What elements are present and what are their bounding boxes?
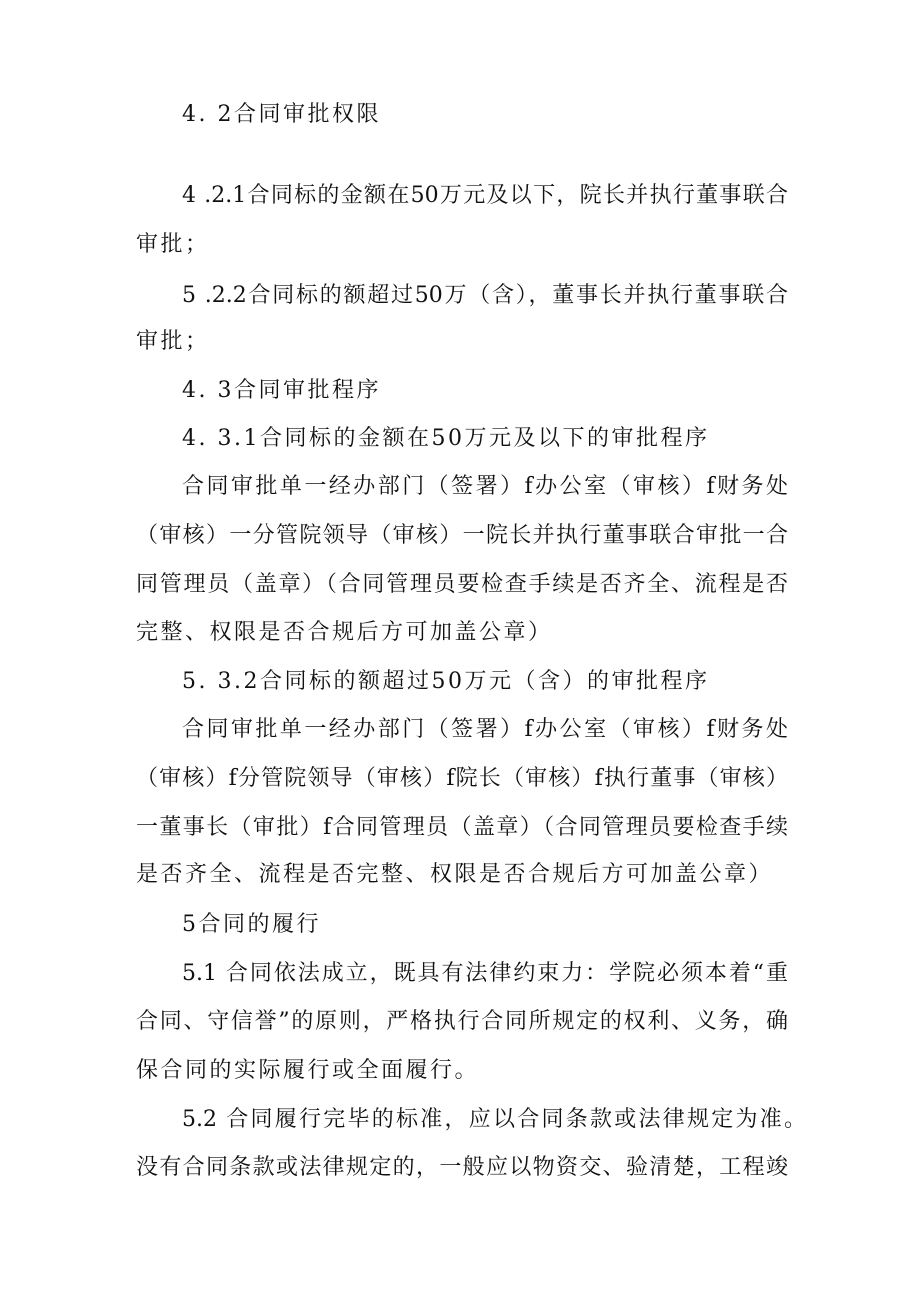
paragraph-line: 没有合同条款或法律规定的，一般应以物资交、验清楚，工程竣	[136, 1155, 788, 1180]
paragraph-line: （审核）f分管院领导（审核）f院长（审核）f执行董事（审核）	[136, 766, 788, 791]
paragraph-line: 审批；	[136, 329, 210, 354]
heading-4-3-1: 4. 3.1合同标的金额在50万元及以下的审批程序	[182, 426, 710, 451]
paragraph-line: 合同、守信誉”的原则，严格执行合同所规定的权利、义务，确	[136, 1009, 788, 1034]
paragraph-line: 合同审批单一经办部门（签署）f办公室（审核）f财务处	[182, 474, 788, 499]
heading-5-3-2: 5. 3.2合同标的额超过50万元（含）的审批程序	[182, 669, 710, 694]
paragraph-line: 5 .2.2合同标的额超过50万（含），董事长并执行董事联合	[182, 283, 788, 308]
heading-4-3: 4. 3合同审批程序	[182, 378, 381, 403]
paragraph-line: 完整、权限是否合规后方可加盖公章）	[136, 620, 553, 645]
heading-4-2: 4. 2合同审批权限	[182, 102, 381, 127]
paragraph-line: 审批；	[136, 232, 210, 257]
paragraph-line: 一董事长（审批）f合同管理员（盖章）（合同管理员要检查手续	[136, 815, 788, 840]
paragraph-line: 5.2 合同履行完毕的标准，应以合同条款或法律规定为准。	[182, 1107, 806, 1132]
paragraph-line: 合同审批单一经办部门（签署）f办公室（审核）f财务处	[182, 717, 788, 742]
paragraph-line: 5.1 合同依法成立，既具有法律约束力：学院必须本着“重	[182, 961, 788, 986]
heading-5: 5合同的履行	[182, 912, 321, 937]
paragraph-line: （审核）一分管院领导（审核）一院长并执行董事联合审批一合	[136, 523, 788, 548]
paragraph-line: 同管理员（盖章）（合同管理员要检查手续是否齐全、流程是否	[136, 572, 788, 597]
paragraph-line: 保合同的实际履行或全面履行。	[136, 1058, 480, 1083]
paragraph-line: 4 .2.1合同标的金额在50万元及以下，院长并执行董事联合	[182, 183, 788, 208]
paragraph-line: 是否齐全、流程是否完整、权限是否合规后方可加盖公章）	[136, 862, 774, 887]
